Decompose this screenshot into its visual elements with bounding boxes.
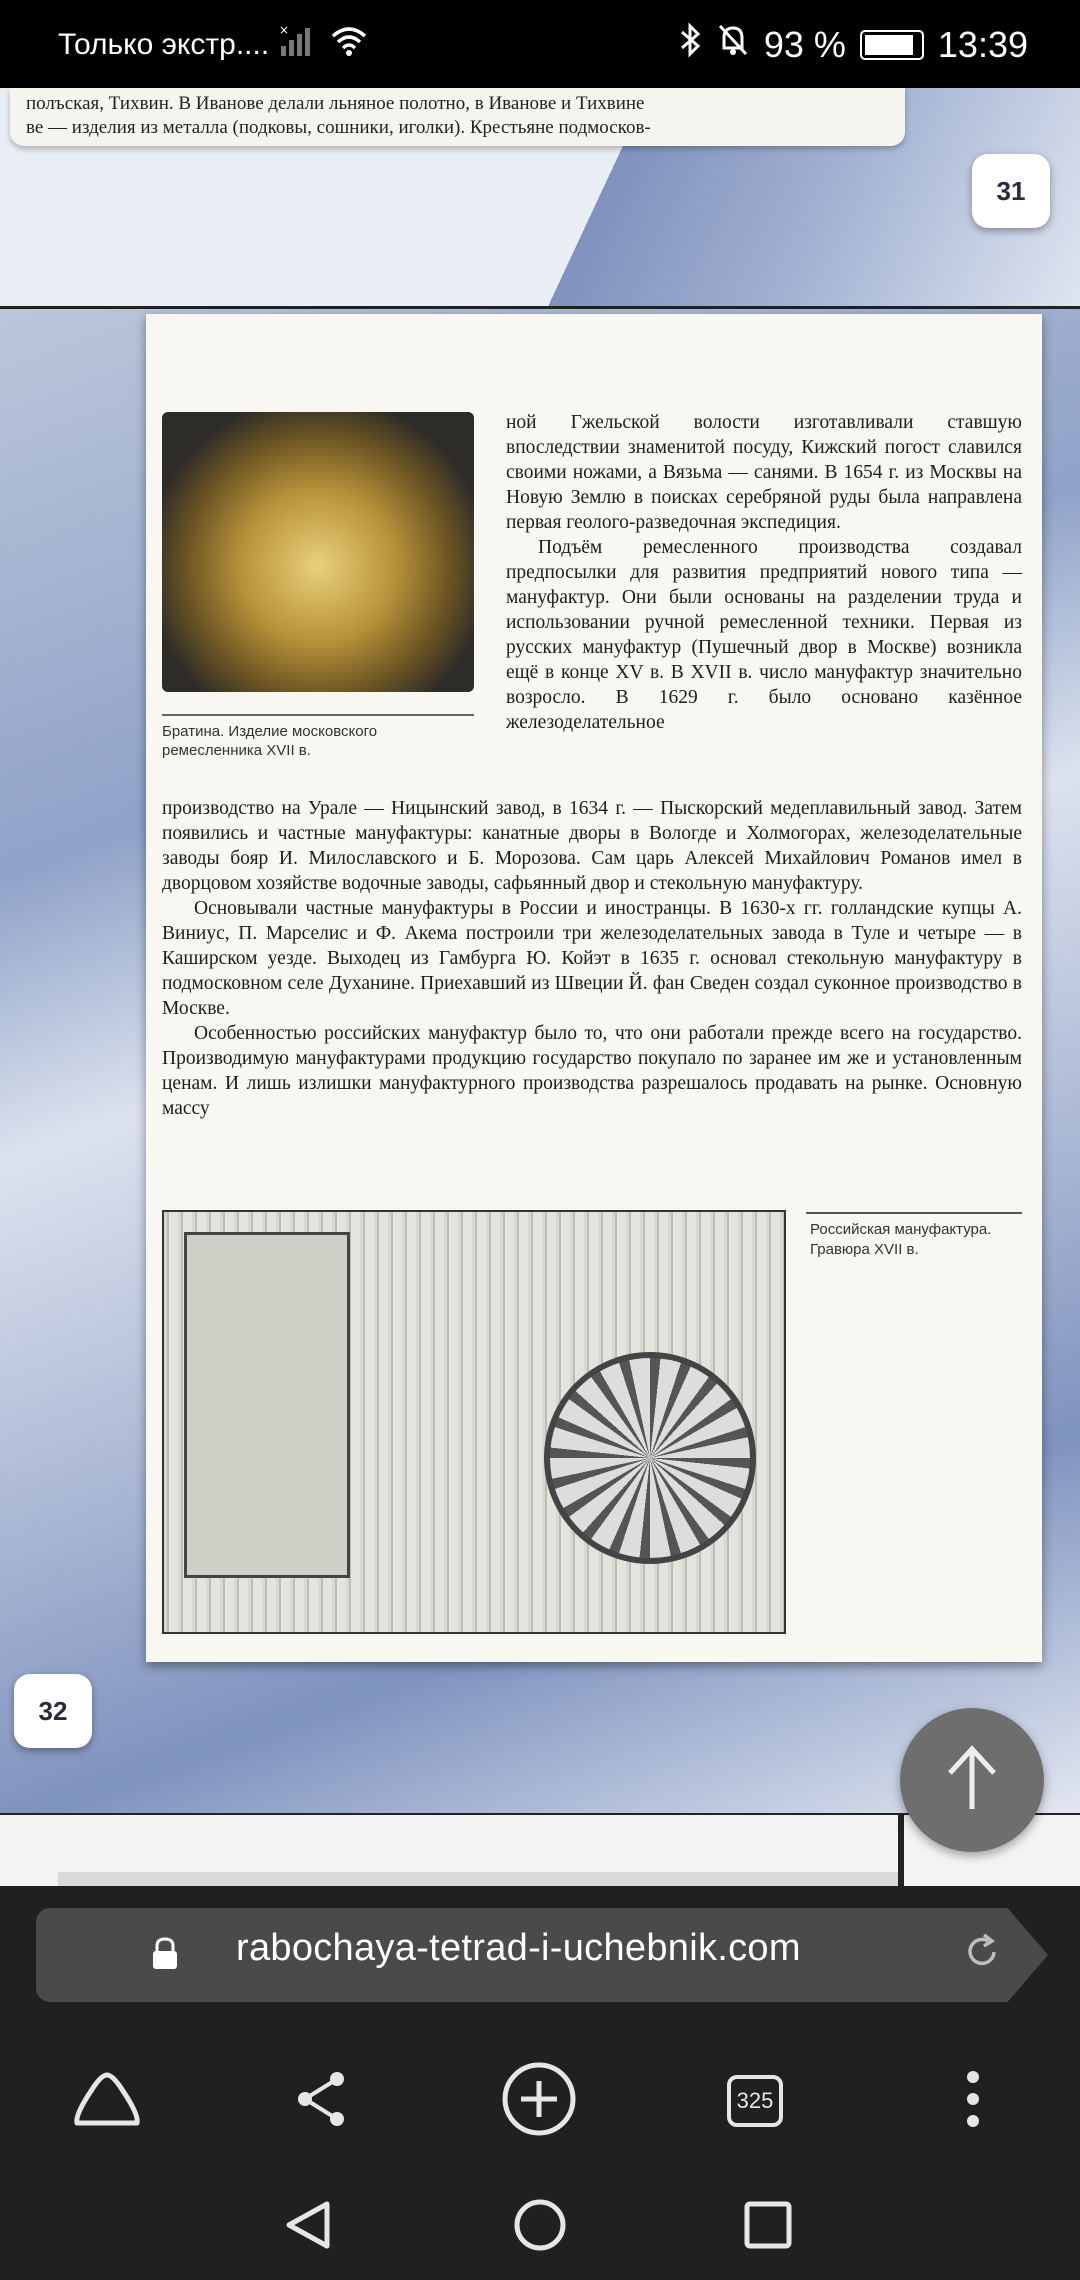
bottom-toolbar xyxy=(0,2046,1080,2156)
page-32-image[interactable] xyxy=(0,309,1080,1816)
text-column-full xyxy=(162,796,1022,1121)
svg-text:×: × xyxy=(279,24,290,37)
engraving-furnace xyxy=(184,1232,350,1578)
caption-divider xyxy=(162,714,474,716)
signal-icon xyxy=(279,24,319,66)
recents-icon xyxy=(743,2200,793,2255)
text-column-right xyxy=(506,410,1022,735)
paragraph-2: Подъём ремесленного производства создавал предпосылки для развития предприятий нового типа — мануфактур. Они были основаны на разделении труда и использовании ручной ремесленной техники. Первая из русских мануфактур (Пушечный двор в Москве) возникла ещё в конце XV в. В XVII в. число мануфактур значительно возросло. В 1629 г. было основано казённое железоделательное xyxy=(506,537,1022,733)
scroll-to-top-button[interactable] xyxy=(900,1708,1044,1852)
paragraph-1: ной Гжельской волости изготавливали ставшую впоследствии знаменитой посуду, Кижский погост славился своими ножами, а Вязьма — санями. В 1654 г. из Москвы на Новую Землю в поисках серебряной руды была направлена первая геолого-разведочная экспедиция. xyxy=(506,412,1022,533)
bratina-photo xyxy=(162,412,474,692)
share-icon xyxy=(293,2069,349,2134)
paragraph-3: производство на Урале — Ницынский завод, в 1634 г. — Пыскорский медеплавильный завод. Затем появились и частные мануфактуры: канатные дворы в Вологде и Холмогорах, железоделательные заводы бояр И. Милославского и Б. Морозова. Сам царь Алексей Михайлович Романов имел в дворцовом хозяйстве водочные заводы, сафьянный двор и стекольную мануфактуру. xyxy=(162,798,1022,894)
system-nav-bar xyxy=(0,2176,1080,2280)
status-left xyxy=(58,24,369,66)
bluetooth-icon xyxy=(678,22,702,67)
add-tab-icon xyxy=(501,2061,577,2142)
reload-icon[interactable] xyxy=(962,1932,1002,1982)
battery-percent: 93 % xyxy=(763,23,846,65)
page-31-fragment xyxy=(0,88,1080,309)
status-right xyxy=(678,22,1028,67)
caption-divider-2 xyxy=(806,1212,1022,1214)
paragraph-5: Особенностью российских мануфактур было то, что они работали прежде всего на государство. Производимую мануфактурами продукцию государство покупало по заранее им же и установленным ценам. И лишь излишки мануфактурного производства разрешалось продавать на рынке. Основную массу xyxy=(162,1023,1022,1119)
web-content[interactable] xyxy=(0,88,1080,1886)
mute-icon xyxy=(716,22,750,67)
url-text[interactable]: rabochaya-tetrad-i-uchebnik.com xyxy=(236,1927,801,1969)
wifi-icon xyxy=(329,24,369,66)
engraving-waterwheel xyxy=(544,1352,756,1564)
clock: 13:39 xyxy=(937,23,1028,65)
page-number-31: 31 xyxy=(972,154,1050,228)
engraving-caption: Российская мануфактура. Гравюра XVII в. xyxy=(810,1221,992,1258)
bowl-caption: Братина. Изделие московского ремесленника XVII в. xyxy=(162,723,378,759)
tabs-button[interactable] xyxy=(700,2046,810,2156)
textbook-page xyxy=(146,314,1042,1662)
page-31-line-2: ве — изделия из металла (подковы, сошники, иголки). Крестьяне подмосков- xyxy=(26,117,651,138)
tab-count: 325 xyxy=(736,2088,774,2113)
paragraph-4: Основывали частные мануфактуры в России и иностранцы. В 1630-х гг. голландские купцы А. Виниус, П. Марселис и Ф. Акема построили три железоделательных завода в Туле и четыре — в Каширском уезде. Выходец из Гамбурга Ю. Койэт в 1635 г. основал стекольную мануфактуру в подмосковном селе Духанине. Приехавший из Швеции Й. фан Сведен создал суконное производство в Москве. xyxy=(162,898,1022,1019)
menu-icon xyxy=(965,2069,981,2134)
home-circle-icon xyxy=(513,2198,567,2257)
arrow-up-icon xyxy=(942,1743,1002,1818)
home-button[interactable] xyxy=(52,2046,162,2156)
back-icon xyxy=(283,2198,333,2257)
nav-recents-button[interactable] xyxy=(718,2182,818,2272)
nav-back-button[interactable] xyxy=(258,2182,358,2272)
browser-toolbar xyxy=(0,1886,1080,2280)
new-tab-button[interactable] xyxy=(484,2046,594,2156)
tabs-icon xyxy=(727,2075,783,2127)
page-31-text xyxy=(10,88,905,146)
home-icon xyxy=(71,2069,143,2134)
nav-home-button[interactable] xyxy=(490,2182,590,2272)
next-page-bar xyxy=(58,1872,900,1886)
carrier-text: Только экстр.... xyxy=(58,28,270,61)
lock-icon xyxy=(150,1936,180,1977)
battery-icon xyxy=(860,30,924,60)
page-31-line-1: полъская, Тихвин. В Иванове делали льняное полотно, в Иванове и Тихвине xyxy=(26,93,645,114)
page-gap xyxy=(898,1815,904,1886)
page-number-32: 32 xyxy=(14,1674,92,1748)
share-button[interactable] xyxy=(266,2046,376,2156)
menu-button[interactable] xyxy=(918,2046,1028,2156)
manufactory-engraving xyxy=(162,1210,786,1634)
status-bar xyxy=(0,0,1080,88)
